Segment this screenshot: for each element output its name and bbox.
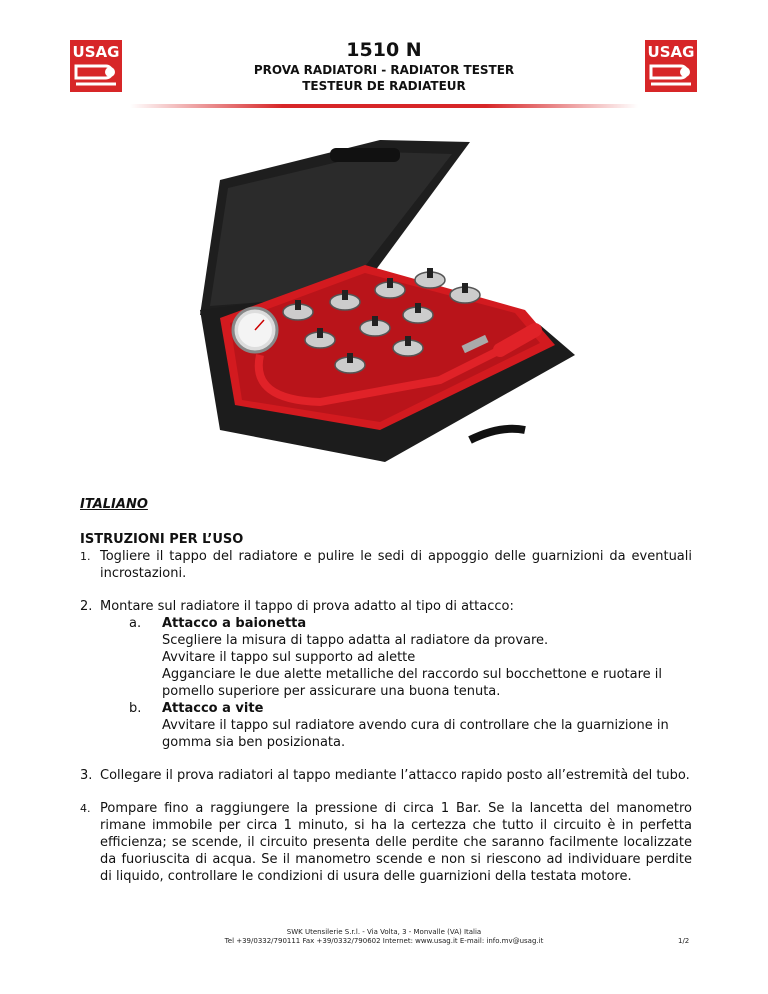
- substep-line: Avvitare il tappo sul radiatore avendo cura di controllare che la guarnizione in gomma sia ben posizionata.: [162, 718, 669, 750]
- list-item: [80, 548, 692, 582]
- instructions: [80, 531, 692, 885]
- section-title: ITALIANO: [80, 497, 148, 512]
- substep-title: Attacco a baionetta: [162, 616, 307, 631]
- step-number: 2.: [80, 599, 93, 614]
- substep-letter: b.: [129, 701, 142, 716]
- substep-letter: a.: [129, 616, 142, 631]
- substep-title: Attacco a vite: [162, 701, 264, 716]
- substep-line: Scegliere la misura di tappo adatta al radiatore da provare.: [162, 633, 549, 648]
- substep-line: Avvitare il tappo sul supporto ad alette: [162, 650, 416, 665]
- instructions-heading: ISTRUZIONI PER L’USO: [80, 532, 244, 547]
- usag-logo: [70, 40, 122, 92]
- step-text: Pompare fino a raggiungere la pressione di circa 1 Bar. Se la lancetta del manometro rimane immobile per circa 1 minuto, si ha la certezza che tutto il circuito è in perfetta efficienza; se scende, il circuito presenta delle perdite che saranno facilmente localizzate da fuoriuscita di acqua. Se il manometro scende e non si riescono ad individuare perdite di liquido, controllare le condizioni di usura delle guarnizioni della testata motore.: [100, 801, 692, 884]
- list-item: [80, 598, 692, 615]
- step-number: 1.: [80, 550, 91, 563]
- document-header: [150, 38, 618, 94]
- usag-logo-text: USAG: [647, 43, 695, 61]
- substep-line: Agganciare le due alette metalliche del raccordo sul bocchettone e ruotare il pomello superiore per assicurare una buona tenuta.: [162, 667, 663, 699]
- footer-address: SWK Utensilerie S.r.l. - Via Volta, 3 - Monvalle (VA) Italia: [286, 928, 482, 936]
- sub-list-item: [129, 615, 692, 700]
- product-title-line2: TESTEUR DE RADIATEUR: [302, 79, 466, 93]
- sub-list-item: [129, 700, 692, 751]
- step-number: 3.: [80, 768, 93, 783]
- list-item: [80, 767, 692, 784]
- step-text: Montare sul radiatore il tappo di prova adatto al tipo di attacco:: [100, 599, 514, 614]
- usag-logo: [645, 40, 697, 92]
- header-divider: [130, 104, 638, 108]
- step-text: Collegare il prova radiatori al tappo mediante l’attacco rapido posto all’estremità del tubo.: [100, 768, 690, 783]
- step-text: Togliere il tappo del radiatore e pulire le sedi di appoggio delle guarnizioni da eventuali incrostazioni.: [100, 549, 692, 581]
- product-code: 1510 N: [346, 39, 422, 61]
- product-title-line1: PROVA RADIATORI - RADIATOR TESTER: [253, 63, 515, 77]
- list-item: [80, 800, 692, 885]
- usag-logo-text: USAG: [72, 43, 120, 61]
- footer-contacts: Tel +39/0332/790111 Fax +39/0332/790602 Internet: www.usag.it E-mail: info.mv@usag.it: [224, 937, 544, 945]
- page-number: 1/2: [678, 937, 690, 945]
- product-image: [180, 140, 590, 462]
- step-number: 4.: [80, 802, 91, 815]
